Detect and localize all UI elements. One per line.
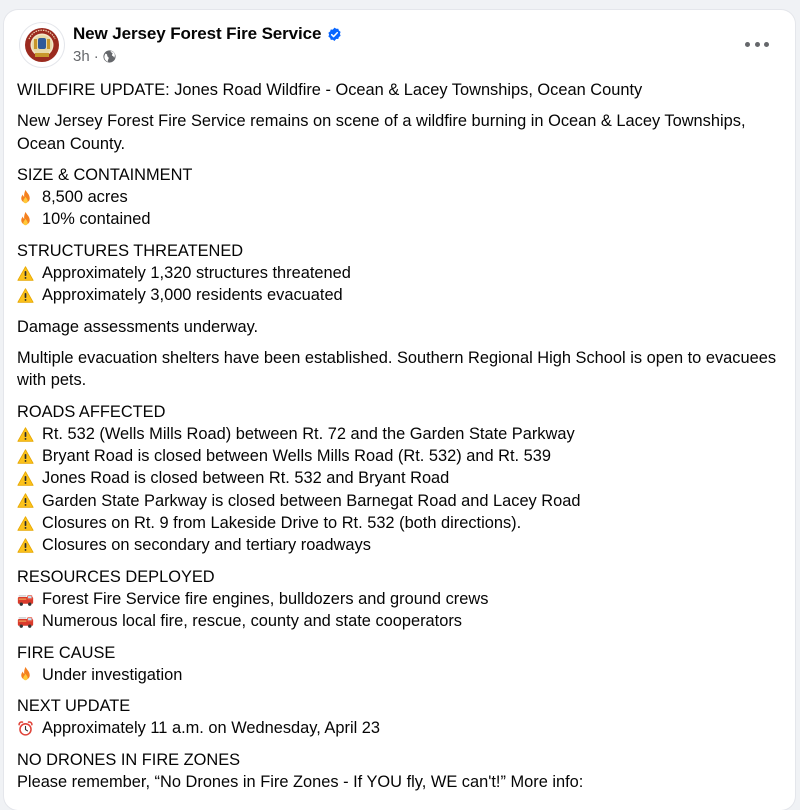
list-item bbox=[17, 490, 787, 512]
post-headline: WILDFIRE UPDATE: Jones Road Wildfire - Ocean & Lacey Townships, Ocean County bbox=[17, 81, 643, 99]
section-title: STRUCTURES THREATENED bbox=[17, 241, 244, 260]
warning-icon bbox=[17, 426, 34, 443]
section-title: NO DRONES IN FIRE ZONES bbox=[17, 750, 241, 769]
list-item-text: Jones Road is closed between Rt. 532 and Bryant Road bbox=[42, 469, 450, 488]
fire-engine-icon bbox=[17, 613, 34, 630]
list-item-text: Rt. 532 (Wells Mills Road) between Rt. 72 and the Garden State Parkway bbox=[42, 424, 575, 443]
list-item bbox=[17, 610, 787, 632]
section-title: NEXT UPDATE bbox=[17, 697, 131, 716]
warning-icon bbox=[17, 470, 34, 487]
alarm-clock-icon bbox=[17, 720, 34, 737]
page-avatar[interactable] bbox=[20, 23, 64, 67]
list-item bbox=[17, 664, 787, 686]
section-resources bbox=[17, 566, 787, 633]
section-next-update bbox=[17, 695, 787, 740]
list-item bbox=[17, 445, 787, 467]
post-options-button[interactable] bbox=[745, 36, 769, 52]
author-line bbox=[73, 24, 342, 44]
more-horizontal-icon bbox=[745, 42, 750, 47]
fire-engine-icon bbox=[17, 591, 34, 608]
more-dot bbox=[755, 42, 760, 47]
post-timestamp[interactable]: 3h bbox=[73, 48, 90, 65]
section-structures bbox=[17, 240, 787, 307]
list-item-text: Garden State Parkway is closed between Barnegat Road and Lacey Road bbox=[42, 491, 581, 510]
list-item-text: Closures on Rt. 9 from Lakeside Drive to Rt. 532 (both directions). bbox=[42, 514, 522, 533]
list-item bbox=[17, 208, 787, 230]
list-item bbox=[17, 717, 787, 739]
section-title: ROADS AFFECTED bbox=[17, 402, 166, 421]
damage-text: Damage assessments underway. bbox=[17, 317, 259, 336]
section-cause bbox=[17, 642, 787, 687]
shelters-text: Multiple evacuation shelters have been established. Southern Regional High School is open to evacuees with pets. bbox=[17, 348, 777, 390]
warning-icon bbox=[17, 448, 34, 465]
list-item bbox=[17, 284, 787, 306]
warning-icon bbox=[17, 537, 34, 554]
list-item bbox=[17, 423, 787, 445]
fire-icon bbox=[17, 211, 34, 228]
verified-badge-icon bbox=[327, 27, 342, 42]
meta-separator: · bbox=[93, 48, 99, 65]
post-body bbox=[17, 79, 787, 802]
post-header bbox=[16, 22, 783, 70]
list-item-text: Bryant Road is closed between Wells Mills Road (Rt. 532) and Rt. 539 bbox=[42, 447, 551, 466]
list-item-text: 8,500 acres bbox=[42, 188, 128, 207]
post-meta bbox=[73, 48, 116, 65]
list-item bbox=[17, 186, 787, 208]
list-item-text: Under investigation bbox=[42, 665, 183, 684]
author-name[interactable]: New Jersey Forest Fire Service bbox=[73, 24, 322, 43]
post-intro: New Jersey Forest Fire Service remains on scene of a wildfire burning in Ocean & Lacey Townships, Ocean County. bbox=[17, 112, 746, 153]
list-item bbox=[17, 534, 787, 556]
warning-icon bbox=[17, 492, 34, 509]
list-item-text: Approximately 3,000 residents evacuated bbox=[42, 286, 343, 305]
list-item-text: Forest Fire Service fire engines, bulldozers and ground crews bbox=[42, 589, 489, 608]
nj-forest-fire-service-seal-icon bbox=[22, 25, 62, 65]
list-item bbox=[17, 262, 787, 284]
warning-icon bbox=[17, 515, 34, 532]
section-title: RESOURCES DEPLOYED bbox=[17, 567, 215, 586]
list-item bbox=[17, 588, 787, 610]
list-item-text: Numerous local fire, rescue, county and state cooperators bbox=[42, 612, 462, 631]
warning-icon bbox=[17, 265, 34, 282]
section-title: FIRE CAUSE bbox=[17, 643, 116, 662]
drones-text: Please remember, “No Drones in Fire Zones - If YOU fly, WE can't!” More info: bbox=[17, 773, 584, 792]
section-roads bbox=[17, 401, 787, 557]
list-item bbox=[17, 467, 787, 489]
fire-icon bbox=[17, 666, 34, 683]
list-item-text: Approximately 1,320 structures threatened bbox=[42, 264, 351, 283]
list-item-text: Approximately 11 a.m. on Wednesday, April 23 bbox=[42, 719, 381, 738]
post-card bbox=[4, 10, 795, 810]
fire-icon bbox=[17, 189, 34, 206]
warning-icon bbox=[17, 287, 34, 304]
section-title: SIZE & CONTAINMENT bbox=[17, 165, 193, 184]
section-size bbox=[17, 164, 787, 231]
section-drones bbox=[17, 749, 787, 794]
list-item-text: Closures on secondary and tertiary roadways bbox=[42, 536, 371, 555]
more-dot bbox=[764, 42, 769, 47]
globe-icon[interactable] bbox=[103, 50, 116, 63]
list-item-text: 10% contained bbox=[42, 210, 151, 229]
list-item bbox=[17, 512, 787, 534]
